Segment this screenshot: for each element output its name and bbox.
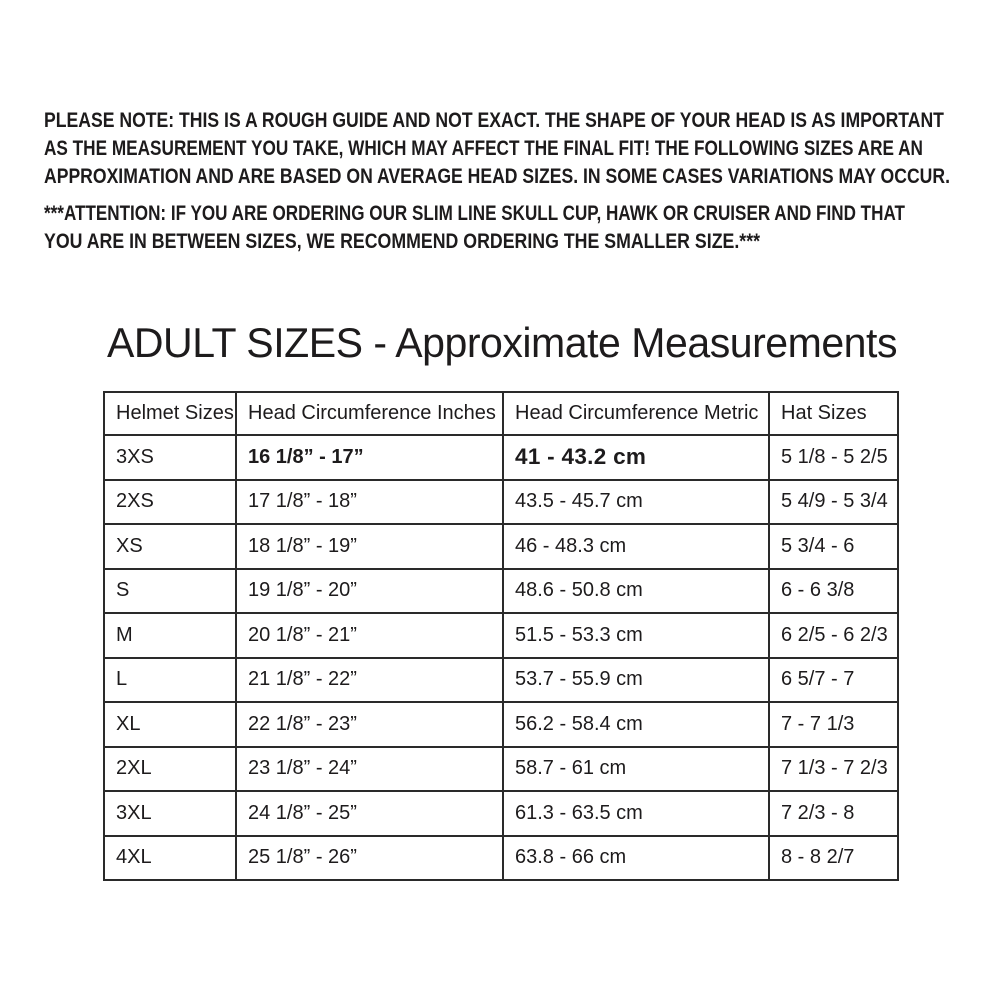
cell-inches: 17 1/8” - 18” (236, 480, 503, 525)
cell-inches: 16 1/8” - 17” (236, 435, 503, 480)
cell-inches: 19 1/8” - 20” (236, 569, 503, 614)
cell-metric: 43.5 - 45.7 cm (503, 480, 769, 525)
column-header-metric: Head Circumference Metric (503, 392, 769, 435)
table-row (104, 524, 898, 569)
cell-hat-size: 6 5/7 - 7 (769, 658, 898, 703)
cell-inches: 21 1/8” - 22” (236, 658, 503, 703)
cell-metric: 46 - 48.3 cm (503, 524, 769, 569)
cell-metric: 51.5 - 53.3 cm (503, 613, 769, 658)
column-header-helmet-sizes: Helmet Sizes (104, 392, 236, 435)
cell-helmet-size: M (104, 613, 236, 658)
table-row (104, 702, 898, 747)
cell-metric: 48.6 - 50.8 cm (503, 569, 769, 614)
attention-paragraph (44, 200, 1000, 256)
cell-hat-size: 7 - 7 1/3 (769, 702, 898, 747)
cell-helmet-size: 2XL (104, 747, 236, 792)
cell-helmet-size: 2XS (104, 480, 236, 525)
note-line: AS THE MEASUREMENT YOU TAKE, WHICH MAY AFFECT THE FINAL FIT! THE FOLLOWING SIZES ARE AN (44, 137, 923, 160)
cell-inches: 24 1/8” - 25” (236, 791, 503, 836)
cell-helmet-size: XS (104, 524, 236, 569)
cell-hat-size: 6 2/5 - 6 2/3 (769, 613, 898, 658)
table-row (104, 569, 898, 614)
cell-metric: 58.7 - 61 cm (503, 747, 769, 792)
header-row (104, 392, 898, 435)
table-row (104, 791, 898, 836)
column-header-hat-sizes: Hat Sizes (769, 392, 898, 435)
table-row (104, 480, 898, 525)
cell-hat-size: 7 2/3 - 8 (769, 791, 898, 836)
cell-metric: 61.3 - 63.5 cm (503, 791, 769, 836)
cell-helmet-size: L (104, 658, 236, 703)
note-paragraph (44, 107, 1000, 191)
table-row (104, 658, 898, 703)
cell-hat-size: 5 1/8 - 5 2/5 (769, 435, 898, 480)
cell-hat-size: 5 3/4 - 6 (769, 524, 898, 569)
cell-helmet-size: 3XL (104, 791, 236, 836)
table-row (104, 435, 898, 480)
cell-metric: 53.7 - 55.9 cm (503, 658, 769, 703)
table-row (104, 836, 898, 881)
cell-helmet-size: XL (104, 702, 236, 747)
table-row (104, 747, 898, 792)
table-body (104, 435, 898, 880)
cell-hat-size: 7 1/3 - 7 2/3 (769, 747, 898, 792)
size-table (103, 391, 899, 881)
cell-inches: 20 1/8” - 21” (236, 613, 503, 658)
page-title: ADULT SIZES - Approximate Measurements (107, 319, 897, 366)
cell-inches: 22 1/8” - 23” (236, 702, 503, 747)
cell-metric: 41 - 43.2 cm (503, 435, 769, 480)
note-line: APPROXIMATION AND ARE BASED ON AVERAGE HEAD SIZES. IN SOME CASES VARIATIONS MAY OCCUR. (44, 165, 950, 188)
cell-helmet-size: S (104, 569, 236, 614)
table-row (104, 613, 898, 658)
cell-helmet-size: 4XL (104, 836, 236, 881)
cell-hat-size: 8 - 8 2/7 (769, 836, 898, 881)
cell-inches: 23 1/8” - 24” (236, 747, 503, 792)
cell-inches: 18 1/8” - 19” (236, 524, 503, 569)
cell-metric: 56.2 - 58.4 cm (503, 702, 769, 747)
attention-line: YOU ARE IN BETWEEN SIZES, WE RECOMMEND ORDERING THE SMALLER SIZE.*** (44, 230, 761, 253)
cell-hat-size: 6 - 6 3/8 (769, 569, 898, 614)
cell-hat-size: 5 4/9 - 5 3/4 (769, 480, 898, 525)
cell-helmet-size: 3XS (104, 435, 236, 480)
column-header-inches: Head Circumference Inches (236, 392, 503, 435)
attention-line: ***ATTENTION: IF YOU ARE ORDERING OUR SLIM LINE SKULL CUP, HAWK OR CRUISER AND FIND THAT (44, 202, 905, 225)
cell-inches: 25 1/8” - 26” (236, 836, 503, 881)
table-header (104, 392, 898, 435)
note-line: PLEASE NOTE: THIS IS A ROUGH GUIDE AND NOT EXACT. THE SHAPE OF YOUR HEAD IS AS IMPORTANT (44, 109, 944, 132)
cell-metric: 63.8 - 66 cm (503, 836, 769, 881)
